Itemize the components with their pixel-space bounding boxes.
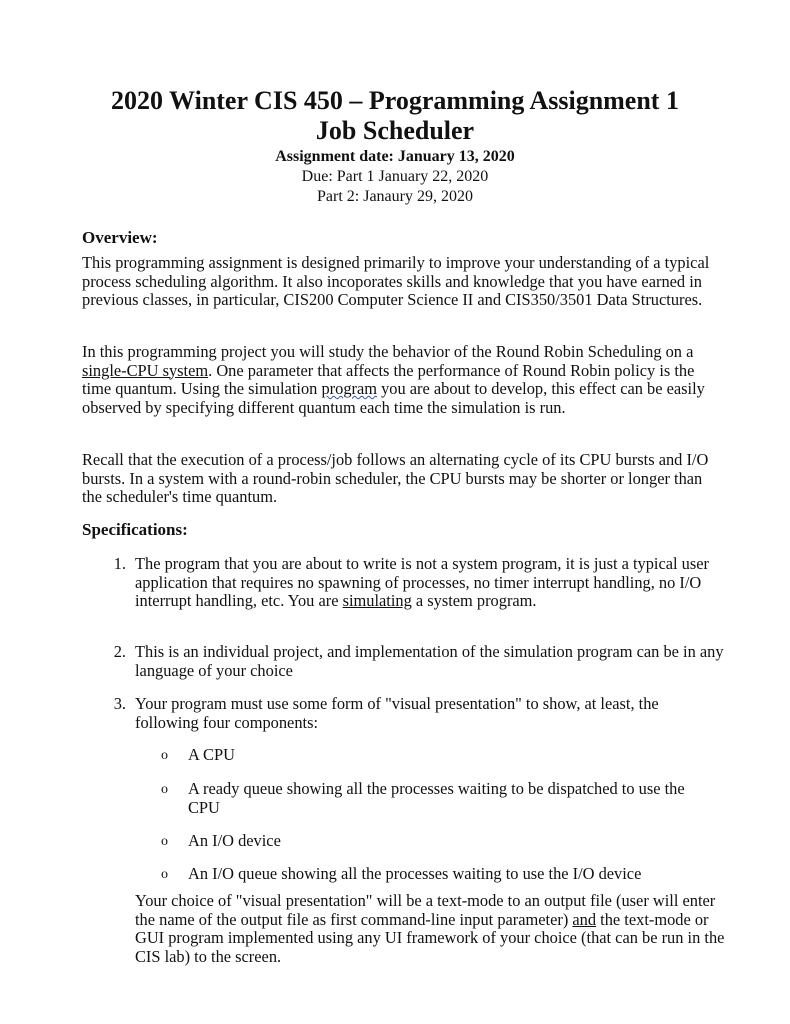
bullet-icon: o (161, 748, 168, 763)
list-item-text-b: a system program. (411, 591, 537, 610)
bullet-icon: o (161, 782, 168, 797)
sub-list-item: An I/O queue showing all the processes waiting to use the I/O device (188, 864, 642, 883)
visual-presentation-note (135, 892, 725, 966)
page-subtitle: Job Scheduler (315, 116, 475, 145)
and-term: and (572, 909, 597, 929)
list-item: Your program must use some form of "visual presentation" to show, at least, the following four components: (135, 694, 659, 732)
overview-paragraph-1: This programming assignment is designed primarily to improve your understanding of a typical process scheduling algorithm. It also incoporates skills and knowledge that you have earned in previous classes, in particular, CIS200 Computer Science II and CIS350/3501 Data Structures. (82, 253, 710, 309)
bullet-icon: o (161, 834, 168, 849)
overview-paragraph-2-text-c: you are about to develop, this effect can be easily observed by specifying different quantum each time the simulation is run. (82, 379, 705, 417)
simulating-term: simulating (342, 591, 412, 610)
list-item-text-a: The program that you are about to write is not a system program, it is just a typical user application that requires no spawning of processes, no timer interrupt handling, no I/O interrupt handling, etc. You are (135, 554, 709, 610)
page-title: 2020 Winter CIS 450 – Programming Assignment 1 (111, 86, 679, 115)
overview-paragraph-2 (82, 343, 724, 417)
assignment-date: Assignment date: January 13, 2020 (275, 148, 515, 165)
overview-paragraph-3: Recall that the execution of a process/job follows an alternating cycle of its CPU bursts and I/O bursts. In a system with a round-robin scheduler, the CPU bursts may be shorter or longer than the scheduler's time quantum. (82, 450, 709, 506)
specifications-heading: Specifications: (82, 520, 188, 539)
list-number: 3. (113, 694, 126, 713)
overview-paragraph-2-text-b: . One parameter that affects the performance of Round Robin policy is the time quantum. Using the simulation (82, 360, 695, 398)
spellcheck-word: program (321, 379, 377, 398)
list-item (135, 555, 725, 611)
list-number: 2. (113, 642, 126, 661)
overview-paragraph-2-text-a: In this programming project you will study the behavior of the Round Robin Scheduling on a (82, 342, 694, 361)
overview-heading: Overview: (82, 228, 158, 247)
list-number: 1. (113, 554, 126, 573)
single-cpu-system-term: single-CPU system (82, 360, 209, 380)
sub-list-item: A ready queue showing all the processes waiting to be dispatched to use the CPU (188, 779, 685, 817)
due-part2: Part 2: Janaury 29, 2020 (317, 188, 473, 205)
sub-list-item: A CPU (188, 745, 235, 764)
due-part1: Due: Part 1 January 22, 2020 (301, 168, 489, 185)
list-item: This is an individual project, and implementation of the simulation program can be in any language of your choice (135, 642, 724, 680)
note-text-b: the text-mode or GUI program implemented using any UI framework of your choice (that can be run in the CIS lab) to the screen. (135, 909, 725, 966)
bullet-icon: o (161, 867, 168, 882)
sub-list-item: An I/O device (188, 831, 281, 850)
note-text-a: Your choice of "visual presentation" will be a text-mode to an output file (user will enter the name of the output file as first command-line input parameter) (135, 891, 716, 929)
